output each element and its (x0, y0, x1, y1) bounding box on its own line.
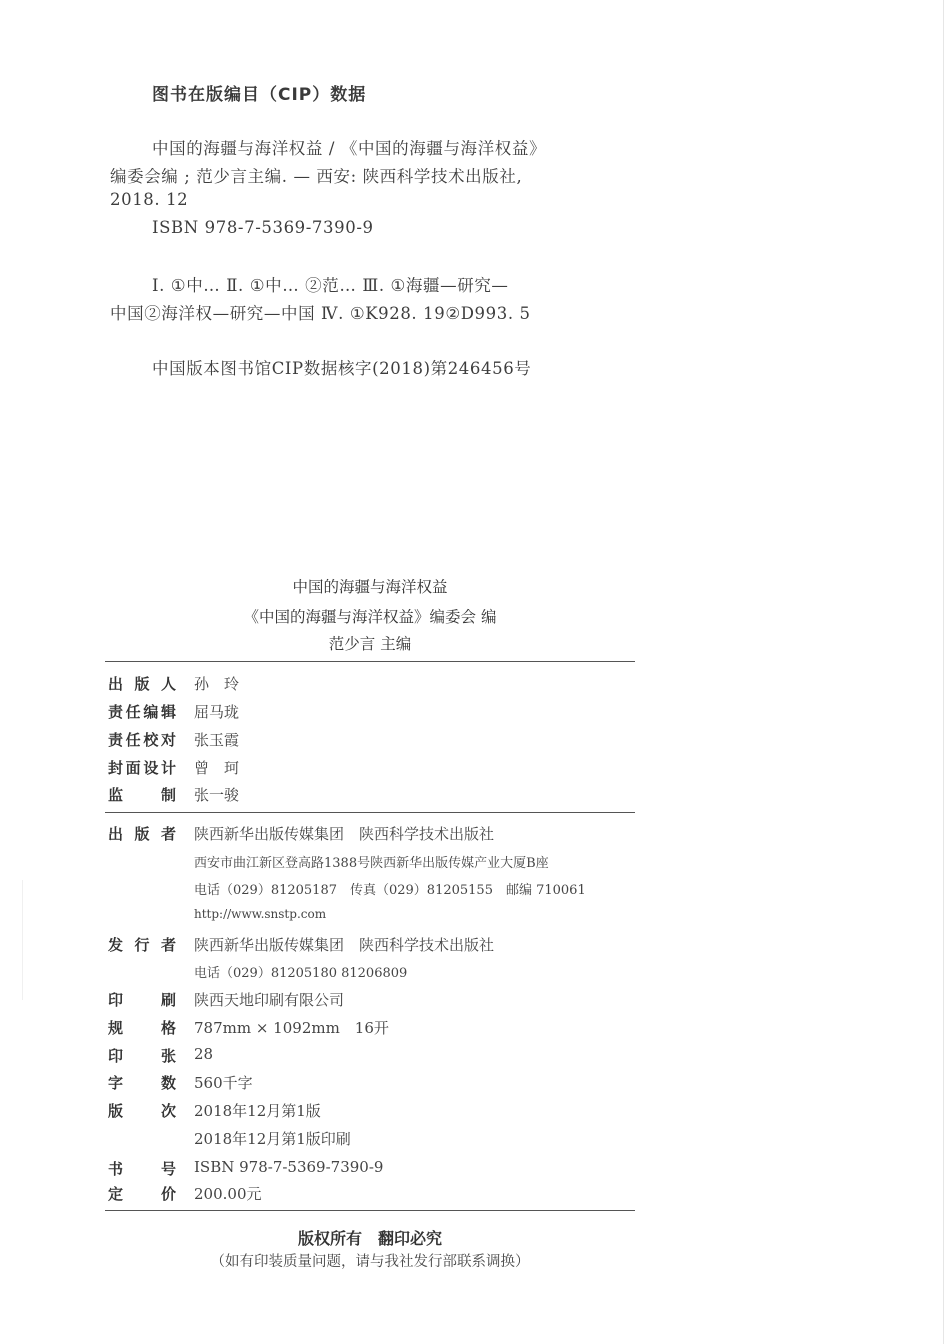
price-label: 定价 (108, 1185, 176, 1203)
staff-value: 张玉霞 (194, 731, 240, 749)
publisher-url: http://www.snstp.com (194, 907, 327, 921)
spec-value: 28 (194, 1045, 214, 1063)
cip-isbn-line: ISBN 978-7-5369-7390-9 (152, 218, 374, 237)
book-title: 中国的海疆与海洋权益 (292, 578, 448, 596)
cip-record-number: 中国版本图书馆CIP数据核字(2018)第246456号 (152, 359, 532, 378)
cip-date-line: 2018. 12 (110, 190, 189, 209)
spec-value: 560千字 (194, 1074, 253, 1092)
spec-label: 字数 (108, 1074, 176, 1092)
print-date: 2018年12月第1版印刷 (194, 1130, 351, 1148)
staff-value: 屈马珑 (194, 703, 240, 721)
copyright-note: （如有印装质量问题，请与我社发行部联系调换） (210, 1254, 530, 1270)
cip-classification-line: Ⅰ. ①中… Ⅱ. ①中… ②范… Ⅲ. ①海疆—研究— (152, 276, 509, 295)
spec-label: 版次 (108, 1102, 176, 1120)
cip-editor-line: 编委会编 ; 范少言主编. — 西安: 陕西科学技术出版社, (110, 167, 523, 186)
distributor-value: 陕西新华出版传媒集团 陕西科学技术出版社 (194, 936, 495, 954)
spec-label: 规格 (108, 1019, 176, 1037)
publisher-address: 西安市曲江新区登高路1388号陕西新华出版传媒产业大厦B座 (194, 856, 549, 871)
book-editors: 《中国的海疆与海洋权益》编委会 编 (243, 608, 497, 626)
distributor-phone: 电话（029）81205180 81206809 (194, 966, 408, 981)
staff-label: 出版人 (108, 675, 176, 693)
isbn-label: 书号 (108, 1160, 176, 1178)
publisher-label: 出版者 (108, 825, 176, 843)
publisher-value: 陕西新华出版传媒集团 陕西科学技术出版社 (194, 825, 495, 843)
staff-label: 监制 (108, 786, 176, 804)
divider-middle (105, 812, 635, 813)
copyright-title: 版权所有 翻印必究 (297, 1229, 442, 1248)
price-value: 200.00元 (194, 1185, 262, 1203)
book-chief-editor: 范少言 主编 (328, 635, 412, 653)
divider-bottom (105, 1210, 635, 1211)
staff-label: 封面设计 (108, 759, 176, 777)
page-edge-shadow (943, 0, 944, 1344)
publisher-phone: 电话（029）81205187 传真（029）81205155 邮编 710061 (194, 883, 586, 898)
isbn-value: ISBN 978-7-5369-7390-9 (194, 1158, 384, 1176)
staff-label: 责任校对 (108, 731, 176, 749)
staff-label: 责任编辑 (108, 703, 176, 721)
spec-label: 印张 (108, 1047, 176, 1065)
spec-value: 787mm × 1092mm 16开 (194, 1019, 389, 1037)
cip-heading: 图书在版编目（CIP）数据 (152, 85, 367, 105)
spec-label: 印刷 (108, 991, 176, 1009)
cip-classification-line-2: 中国②海洋权—研究—中国 Ⅳ. ①K928. 19②D993. 5 (110, 304, 531, 323)
staff-value: 曾 珂 (194, 759, 240, 777)
staff-value: 孙 玲 (194, 675, 240, 693)
divider-top (105, 661, 635, 662)
distributor-label: 发行者 (108, 936, 176, 954)
staff-value: 张一骏 (194, 786, 240, 804)
page-edge-mark (22, 880, 23, 1000)
spec-value: 陕西天地印刷有限公司 (194, 991, 345, 1009)
spec-value: 2018年12月第1版 (194, 1102, 321, 1120)
cip-title-line: 中国的海疆与海洋权益 / 《中国的海疆与海洋权益》 (152, 139, 547, 158)
